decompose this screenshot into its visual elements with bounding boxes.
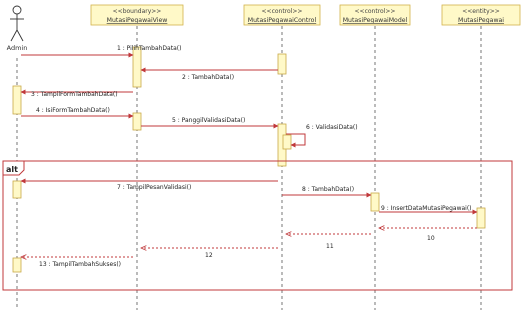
message-label: 4 : IsiFormTambahData()	[36, 107, 110, 114]
stereotype-label: <<control>>	[354, 8, 396, 15]
message-8	[282, 186, 371, 195]
message-2	[141, 70, 278, 81]
message-label: 5 : PanggilValidasiData()	[172, 117, 246, 124]
activations	[13, 47, 485, 272]
activation-control-1	[278, 54, 286, 74]
activation-admin-1	[13, 86, 21, 114]
message-1	[21, 45, 181, 55]
actor-admin	[7, 6, 28, 52]
alt-frame	[3, 161, 512, 290]
activation-control-2-nested	[283, 135, 291, 149]
message-label: 7 : TampilPesanValidasi()	[117, 184, 192, 191]
activation-model-1	[371, 193, 379, 211]
message-label: 9 : InsertDataMutasiPegawai()	[381, 205, 472, 212]
lifeline-head-control	[244, 5, 320, 25]
alt-operator-label: alt	[6, 165, 18, 174]
lifeline-head-entity	[442, 5, 520, 25]
message-10	[379, 228, 477, 242]
message-label: 10	[427, 235, 435, 242]
stereotype-label: <<control>>	[261, 8, 303, 15]
message-13	[21, 257, 133, 268]
message-4	[21, 107, 133, 116]
message-label: 11	[326, 243, 334, 250]
activation-admin-3	[13, 258, 21, 272]
message-11	[286, 234, 371, 250]
message-5	[141, 117, 278, 126]
stick-figure-actor-icon	[10, 6, 24, 41]
lifeline-name: MutasiPegawaiControl	[247, 17, 317, 24]
activation-admin-2	[13, 181, 21, 198]
lifeline-name: MutasiPegawaiView	[106, 17, 168, 24]
stereotype-label: <<boundary>>	[112, 8, 162, 15]
alt-fragment	[3, 161, 512, 290]
message-label: 6 : ValidasiData()	[306, 124, 358, 131]
actor-name: Admin	[6, 44, 28, 52]
message-7	[21, 181, 278, 191]
message-label: 13 : TampilTambahSukses()	[39, 261, 121, 268]
lifeline-name: MutasiPegawai	[457, 17, 505, 24]
lifeline-name: MutasiPegawaiModel	[342, 17, 408, 24]
stereotype-label: <<entity>>	[462, 8, 500, 15]
lifeline-head-view	[91, 5, 183, 25]
activation-view-1	[133, 47, 141, 87]
message-9	[379, 205, 477, 212]
message-6	[286, 124, 358, 145]
message-12	[141, 248, 278, 259]
message-label: 12	[205, 252, 213, 259]
activation-entity-1	[477, 208, 485, 228]
message-label: 2 : TambahData()	[182, 74, 235, 81]
message-label: 8 : TambahData()	[302, 186, 355, 193]
lifeline-head-model	[340, 5, 410, 25]
message-label: 3 : TampilFormTambahData()	[31, 91, 118, 98]
activation-view-2	[133, 113, 141, 130]
message-3	[21, 91, 133, 98]
message-label: 1 : PilihTambahData()	[117, 45, 182, 52]
